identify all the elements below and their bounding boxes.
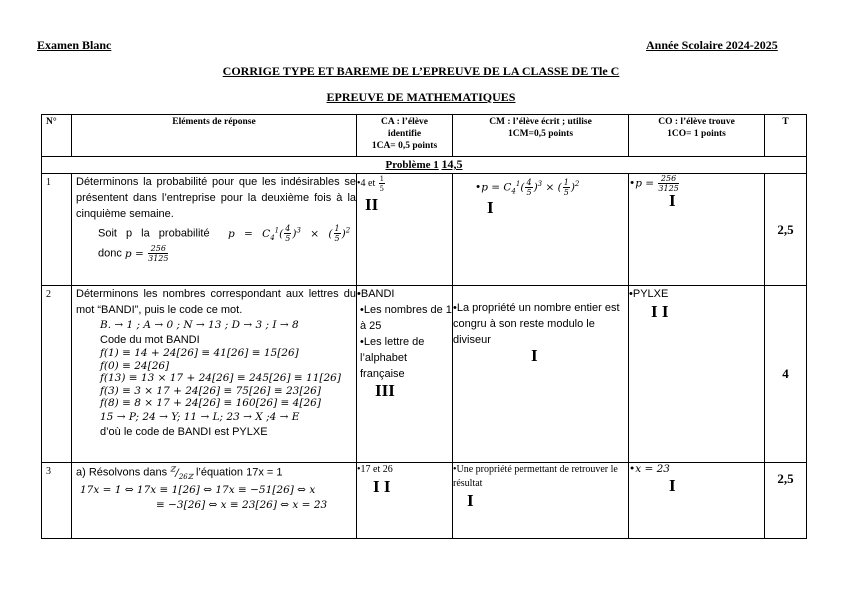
- equation-line: 17x = 1̇ ⇔ 17x ≡ 1[26] ⇔ 17x ≡ −51[26] ⇔ x: [80, 484, 316, 497]
- co-formula: •p = $\frac{256}{3125}$: [629, 174, 679, 193]
- question-text-b: l’équation 17x = 1: [195, 466, 283, 479]
- cm-mark: I: [531, 346, 538, 365]
- cm-cell: [453, 286, 629, 463]
- co-note: •PYLXE: [629, 288, 669, 300]
- ca-mark: III: [375, 381, 395, 400]
- co-mark: I I: [651, 302, 669, 321]
- soit-text: Soit p la probabilité: [98, 227, 210, 240]
- ca-item: •Les lettre de l’alphabet française: [360, 336, 425, 380]
- ca-item: •BANDI: [357, 288, 395, 300]
- co-mark: I: [669, 191, 676, 210]
- question-text: [72, 463, 356, 483]
- ca-item-text: BANDI: [360, 288, 395, 300]
- col-elements-header: Eléments de réponse: [72, 115, 357, 157]
- ca-text: 17 et 26: [360, 464, 393, 475]
- row-answer: [72, 286, 357, 463]
- co-cell: [629, 174, 765, 286]
- cm-header-line: 1CM=0,5 points: [507, 129, 574, 139]
- cm-text: La propriété un nombre entier est congru à son reste modulo le diviseur: [453, 302, 620, 346]
- co-header-line: 1CO= 1 points: [667, 129, 726, 139]
- row-number: 2: [42, 286, 72, 463]
- cm-mark: I: [487, 198, 494, 218]
- table-row: [42, 463, 807, 539]
- cm-mark: I: [467, 491, 474, 510]
- ca-note: •17 et 26: [357, 464, 393, 475]
- code-line: f(0) ≡ 24[26]: [100, 359, 170, 372]
- ca-header-line: CA : l’élève: [381, 117, 428, 127]
- ca-item-text: Les nombres de 1 à 25: [360, 304, 452, 332]
- ca-header-line: 1CA= 0,5 points: [371, 141, 438, 151]
- letter-mapping: B. → 1 ; A → 0 ; N → 13 ; D → 3 ; I → 8: [100, 319, 299, 331]
- ca-fraction: $\frac{1}{5}$: [379, 174, 384, 193]
- ca-cell: [357, 463, 453, 539]
- code-line: f(13) ≡ 13 × 17 + 24[26] ≡ 245[26] ≡ 11[26]: [100, 372, 341, 384]
- problem-label: Problème 1: [385, 159, 439, 171]
- row-total: 4: [765, 286, 807, 463]
- code-line: f(8) ≡ 8 × 17 + 24[26] ≡ 160[26] ≡ 4[26]: [100, 397, 321, 409]
- cm-header-line: CM : l’élève écrit ; utilise: [489, 117, 592, 127]
- school-year: Année Scolaire 2024-2025: [646, 38, 778, 52]
- exam-label: Examen Blanc: [37, 38, 112, 52]
- problem-score: 14,5: [441, 157, 463, 171]
- problem-heading: [42, 157, 807, 174]
- cm-text: Une propriété permettant de retrouver le résultat: [453, 464, 618, 489]
- table-row: [42, 174, 807, 286]
- cm-formula: •p = $C_4^1$( $\frac{4}{5}$ )$^3$ × ( $\frac{1}{5}$ )$^2$: [475, 178, 580, 197]
- problem-row: [42, 157, 807, 174]
- code-conclusion: d’où le code de BANDI est PYLXE: [100, 425, 268, 438]
- probability-value: p = $\frac{256}{3125}$: [124, 244, 169, 264]
- table-row: [42, 286, 807, 463]
- co-cell: [629, 286, 765, 463]
- code-title: Code du mot BANDI: [100, 334, 200, 346]
- row-number: 1: [42, 174, 72, 286]
- code-line: f(3) ≡ 3 × 17 + 24[26] ≡ 75[26] ≡ 23[26]: [100, 384, 321, 397]
- donc-text: donc: [98, 247, 122, 260]
- co-header-line: CO : l’élève trouve: [658, 117, 735, 127]
- row-total: 2,5: [765, 174, 807, 286]
- question-text: Déterminons les nombres correspondant aux lettres du mot “BANDI”, puis le code ce mot.: [76, 288, 356, 316]
- table-header-row: [42, 115, 807, 157]
- code-line: f(1) ≡ 14 + 24[26] ≡ 41[26] ≡ 15[26]: [100, 347, 299, 359]
- cm-cell: [453, 463, 629, 539]
- ca-item-text: Les lettre de l’alphabet française: [360, 336, 425, 380]
- co-mark: I: [669, 475, 676, 495]
- cm-cell: [453, 174, 629, 286]
- co-cell: [629, 463, 765, 539]
- equation-line: ≡ −3[26] ⇔ x ≡ 23[26] ⇔ x = 2̇3: [156, 499, 328, 512]
- col-number-header: N°: [42, 115, 72, 157]
- col-total-header: T: [765, 115, 807, 157]
- row-answer: [72, 463, 357, 539]
- question-text-a: a) Résolvons dans: [76, 466, 168, 479]
- ca-item: •Les nombres de 1 à 25: [360, 304, 452, 332]
- cm-note: •Une propriété permettant de retrouver le résultat: [453, 464, 618, 489]
- co-note: •x = 23: [629, 463, 670, 475]
- quotient-ring-symbol: $^ℤ/_{26ℤ}$: [170, 465, 193, 481]
- probability-definition: [72, 224, 356, 244]
- page-subtitle: EPREUVE DE MATHEMATIQUES: [326, 90, 516, 104]
- code-line: 15 → P; 24 → Y; 11 → L; 23 → X ;4 → E: [100, 410, 300, 423]
- row-answer: [72, 174, 357, 286]
- answer-table: [41, 114, 807, 539]
- row-total: 2,5: [765, 463, 807, 539]
- probability-result: [72, 244, 356, 263]
- co-text: PYLXE: [632, 288, 669, 300]
- ca-note: •4 et $\frac{1}{5}$: [357, 174, 384, 193]
- ca-mark: I I: [373, 477, 391, 496]
- co-text: x = 23: [635, 463, 670, 475]
- col-co-header: [629, 115, 765, 157]
- ca-cell: [357, 174, 453, 286]
- ca-mark: II: [365, 195, 379, 214]
- page-title: CORRIGE TYPE ET BAREME DE L’EPREUVE DE LA CLASSE DE Tle C: [222, 64, 620, 78]
- probability-formula: $p = C_4^1$( $\frac{4}{5}$ )$^3$ × ( $\frac{1}{5}$ )$^2$: [218, 224, 351, 243]
- cm-note: •La propriété un nombre entier est congru à son reste modulo le diviseur: [453, 302, 620, 346]
- col-cm-header: [453, 115, 629, 157]
- ca-text: 4 et: [360, 177, 376, 189]
- col-ca-header: [357, 115, 453, 157]
- row-number: 3: [42, 463, 72, 539]
- question-text: Déterminons la probabilité pour que les indésirables se présentent dans l’entreprise pour la deuxième fois à la cinquième semaine.: [76, 176, 356, 220]
- ca-cell: [357, 286, 453, 463]
- ca-header-line: identifie: [387, 129, 422, 139]
